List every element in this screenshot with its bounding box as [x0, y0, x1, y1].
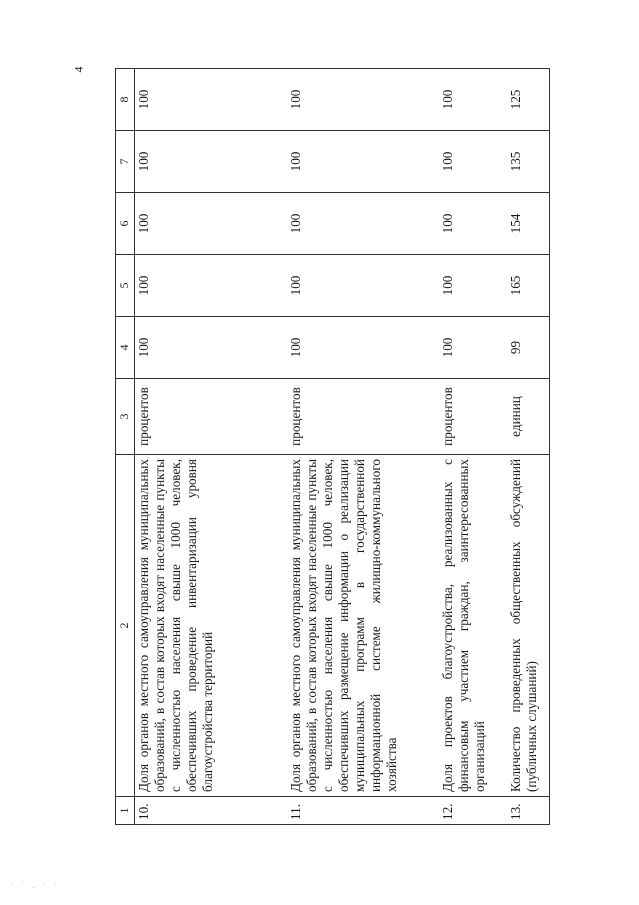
- value-cell: 154: [507, 193, 550, 255]
- indicator-name: Доля органов местного самоуправления муниципальных образований, в состав которых входят населенные пункты с численностью населения свыше 1000 человек, обеспечивших проведение инвентаризации уровня благоустройства территорий: [135, 455, 288, 797]
- value-cell: 100: [439, 69, 507, 131]
- table-row: [135, 69, 288, 825]
- indicator-name: Доля проектов благоустройства, реализованных с финансовым участием граждан, заинтересованных организаций: [439, 455, 507, 797]
- header-col-8: 8: [116, 69, 135, 131]
- unit-cell: единиц: [507, 379, 550, 455]
- row-number: 12.: [439, 797, 507, 825]
- table-row: [287, 69, 439, 825]
- value-cell: 100: [135, 317, 288, 379]
- indicators-table: [115, 68, 550, 825]
- value-cell: 100: [135, 193, 288, 255]
- unit-cell: процентов: [287, 379, 439, 455]
- row-number: 11.: [287, 797, 439, 825]
- header-col-1: 1: [116, 797, 135, 825]
- value-cell: 165: [507, 255, 550, 317]
- rotated-page-content: [115, 69, 539, 825]
- value-cell: 100: [135, 69, 288, 131]
- value-cell: 100: [135, 255, 288, 317]
- value-cell: 100: [439, 255, 507, 317]
- value-cell: 100: [439, 317, 507, 379]
- value-cell: 100: [287, 255, 439, 317]
- header-col-6: 6: [116, 193, 135, 255]
- value-cell: 100: [287, 131, 439, 193]
- unit-cell: процентов: [439, 379, 507, 455]
- table-row: [507, 69, 550, 825]
- header-col-3: 3: [116, 379, 135, 455]
- row-number: 10.: [135, 797, 288, 825]
- indicator-name: Количество проведенных общественных обсуждений (публичных слушаний): [507, 455, 550, 797]
- indicator-name: Доля органов местного самоуправления муниципальных образований, в состав которых входят населенные пункты с численностью населения свыше 1000 человек, обеспечивших размещение информации о реализации муниципальных программ в государственной информационной системе жилищно-коммунального хозяйства: [287, 455, 439, 797]
- header-col-7: 7: [116, 131, 135, 193]
- value-cell: 100: [287, 193, 439, 255]
- value-cell: 100: [439, 131, 507, 193]
- unit-cell: процентов: [135, 379, 288, 455]
- header-col-2: 2: [116, 455, 135, 797]
- row-number: 13.: [507, 797, 550, 825]
- scan-noise-mark: · ˙ . · ·: [10, 880, 61, 890]
- value-cell: 100: [287, 69, 439, 131]
- value-cell: 135: [507, 131, 550, 193]
- table-row: [439, 69, 507, 825]
- page-number: 4: [71, 66, 86, 73]
- value-cell: 125: [507, 69, 550, 131]
- value-cell: 100: [135, 131, 288, 193]
- header-col-4: 4: [116, 317, 135, 379]
- value-cell: 99: [507, 317, 550, 379]
- value-cell: 100: [287, 317, 439, 379]
- header-col-5: 5: [116, 255, 135, 317]
- value-cell: 100: [439, 193, 507, 255]
- table-header-row: [116, 69, 135, 825]
